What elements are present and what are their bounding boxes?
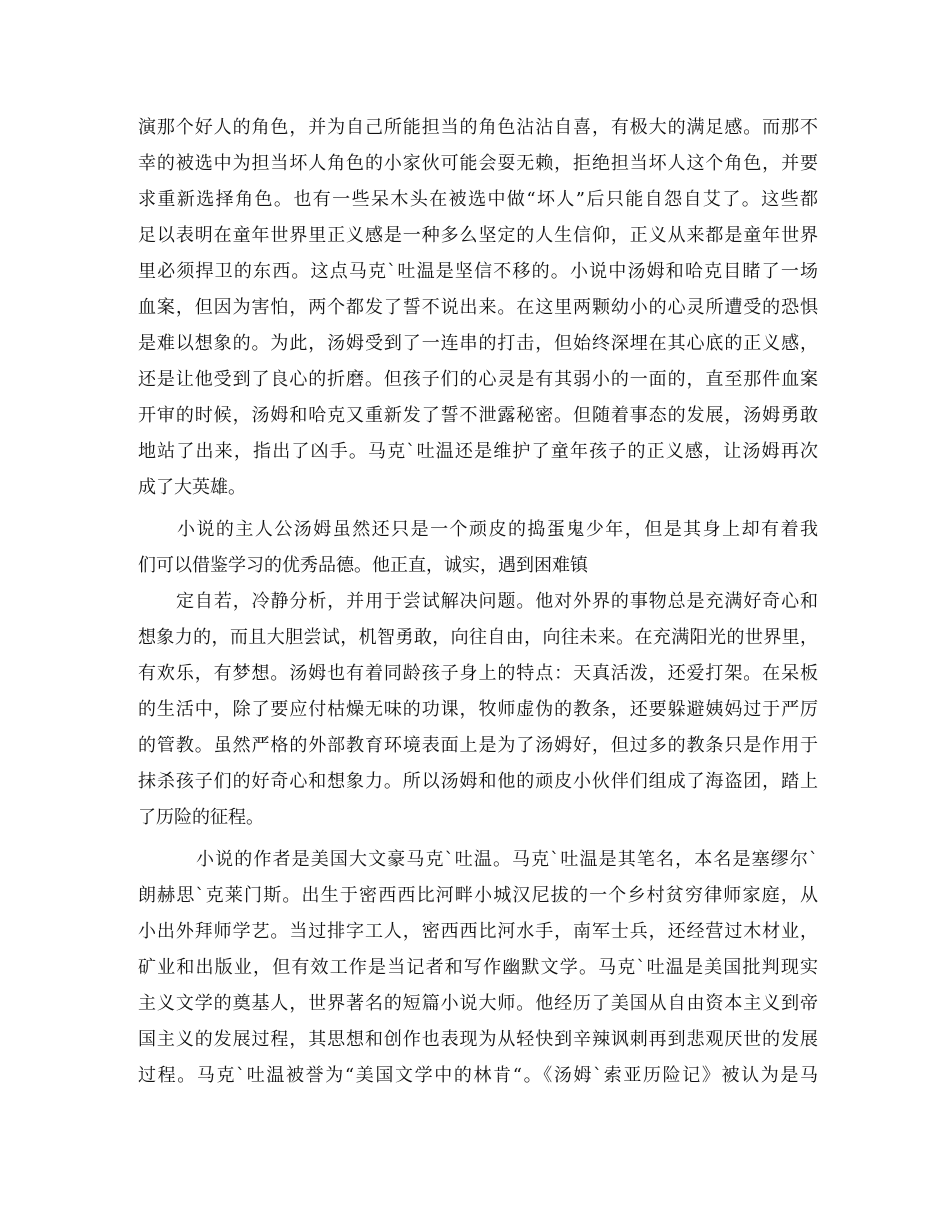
text-line: 的生活中，除了要应付枯燥无味的功课，牧师虚伪的教条，还要躲避姨妈过于严厉 — [138, 699, 818, 720]
text-line: 里必须捍卫的东西。这点马克`吐温是坚信不移的。小说中汤姆和哈克目睹了一场 — [138, 261, 818, 282]
text-line: 定自若，冷静分析，并用于尝试解决问题。他对外界的事物总是充满好奇心和 — [176, 591, 818, 612]
text-line: 过程。马克`吐温被誉为“美国文学中的林肯“。《汤姆`索亚历险记》被认为是马 — [138, 1065, 818, 1086]
text-line: 们可以借鉴学习的优秀品德。他正直，诚实，遇到困难镇 — [138, 555, 588, 576]
text-line: 小出外拜师学艺。当过排字工人，密西西比河水手，南军士兵，还经营过木材业， — [138, 921, 818, 942]
text-line: 足以表明在童年世界里正义感是一种多么坚定的人生信仰，正义从来都是童年世界 — [138, 225, 818, 246]
text-line: 成了大英雄。 — [138, 477, 246, 498]
text-line: 国主义的发展过程，其思想和创作也表现为从轻快到辛辣讽刺再到悲观厌世的发展 — [138, 1029, 818, 1050]
text-line: 开审的时候，汤姆和哈克又重新发了誓不泄露秘密。但随着事态的发展，汤姆勇敢 — [138, 405, 818, 426]
text-line: 的管教。虽然严格的外部教育环境表面上是为了汤姆好，但过多的教条只是作用于 — [138, 735, 818, 756]
text-line: 演那个好人的角色，并为自己所能担当的角色沾沾自喜，有极大的满足感。而那不 — [138, 117, 818, 138]
text-line: 主义文学的奠基人，世界著名的短篇小说大师。他经历了美国从自由资本主义到帝 — [138, 993, 818, 1014]
text-line: 有欢乐，有梦想。汤姆也有着同龄孩子身上的特点：天真活泼，还爱打架。在呆板 — [138, 663, 818, 684]
text-line: 还是让他受到了良心的折磨。但孩子们的心灵是有其弱小的一面的，直至那件血案 — [138, 369, 818, 390]
text-line: 矿业和出版业，但有效工作是当记者和写作幽默文学。马克`吐温是美国批判现实 — [138, 957, 818, 978]
text-line: 抹杀孩子们的好奇心和想象力。所以汤姆和他的顽皮小伙伴们组成了海盗团，踏上 — [138, 771, 818, 792]
text-line: 小说的主人公汤姆虽然还只是一个顽皮的捣蛋鬼少年，但是其身上却有着我 — [177, 519, 818, 540]
text-line: 幸的被选中为担当坏人角色的小家伙可能会耍无赖，拒绝担当坏人这个角色，并要 — [138, 153, 818, 174]
text-line: 血案，但因为害怕，两个都发了誓不说出来。在这里两颗幼小的心灵所遭受的恐惧 — [138, 297, 818, 318]
text-line: 求重新选择角色。也有一些呆木头在被选中做“坏人”后只能自怨自艾了。这些都 — [138, 189, 818, 210]
text-line: 小说的作者是美国大文豪马克`吐温。马克`吐温是其笔名，本名是塞缪尔` — [196, 849, 818, 870]
text-line: 想象力的，而且大胆尝试，机智勇敢，向往自由，向往未来。在充满阳光的世界里， — [138, 627, 818, 648]
text-line: 了历险的征程。 — [138, 807, 264, 828]
text-line: 朗赫思`克莱门斯。出生于密西西比河畔小城汉尼拔的一个乡村贫穷律师家庭，从 — [138, 885, 818, 906]
text-line: 地站了出来，指出了凶手。马克`吐温还是维护了童年孩子的正义感，让汤姆再次 — [138, 441, 818, 462]
text-line: 是难以想象的。为此，汤姆受到了一连串的打击，但始终深埋在其心底的正义感， — [138, 333, 818, 354]
